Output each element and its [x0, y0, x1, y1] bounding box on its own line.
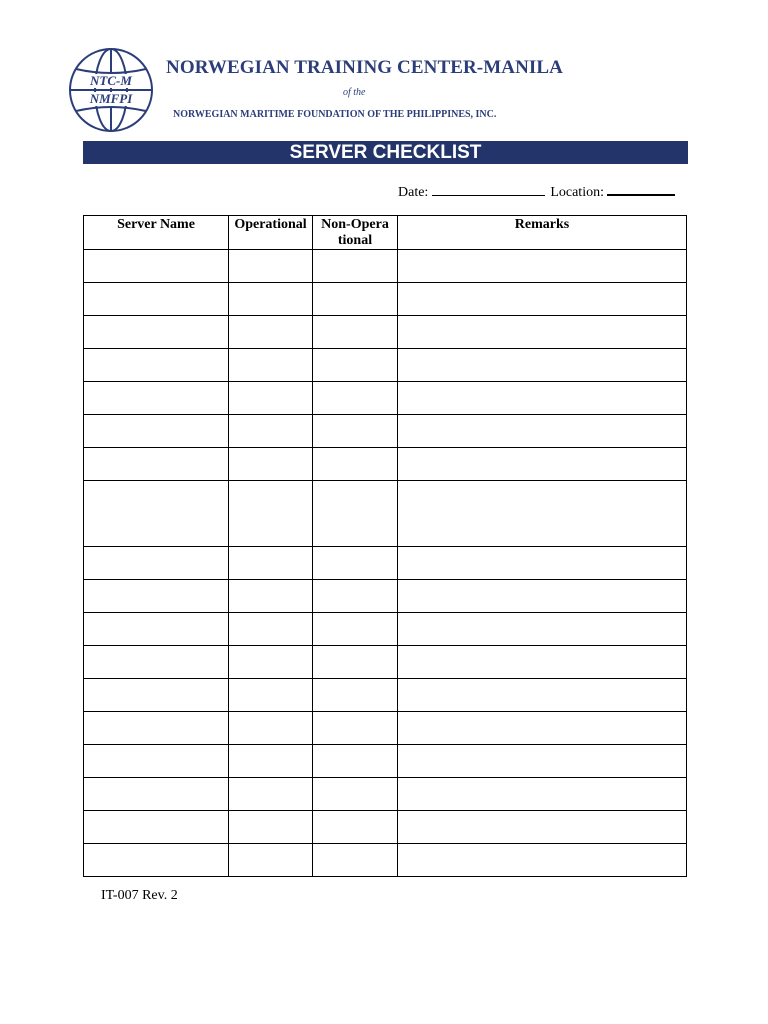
operational-cell[interactable] [229, 448, 313, 481]
server-name-cell[interactable] [84, 415, 229, 448]
non-operational-cell[interactable] [313, 250, 398, 283]
column-header-non-operational-text: Non-Operational [321, 217, 389, 248]
remarks-cell[interactable] [398, 250, 687, 283]
non-operational-cell[interactable] [313, 283, 398, 316]
non-operational-cell[interactable] [313, 316, 398, 349]
server-checklist-table [83, 215, 687, 877]
column-header-non-operational [313, 216, 398, 250]
server-name-cell[interactable] [84, 679, 229, 712]
table-row [84, 415, 687, 448]
operational-cell[interactable] [229, 580, 313, 613]
table-row [84, 481, 687, 547]
remarks-cell[interactable] [398, 547, 687, 580]
operational-cell[interactable] [229, 745, 313, 778]
remarks-cell[interactable] [398, 415, 687, 448]
non-operational-cell[interactable] [313, 580, 398, 613]
operational-cell[interactable] [229, 316, 313, 349]
operational-cell[interactable] [229, 679, 313, 712]
operational-cell[interactable] [229, 349, 313, 382]
server-name-cell[interactable] [84, 547, 229, 580]
operational-cell[interactable] [229, 712, 313, 745]
server-name-cell[interactable] [84, 316, 229, 349]
non-operational-cell[interactable] [313, 811, 398, 844]
date-label: Date: [398, 185, 429, 200]
column-header-operational: Operational [229, 216, 313, 250]
non-operational-cell[interactable] [313, 646, 398, 679]
table-row [84, 547, 687, 580]
non-operational-cell[interactable] [313, 415, 398, 448]
server-name-cell[interactable] [84, 481, 229, 547]
remarks-cell[interactable] [398, 811, 687, 844]
remarks-cell[interactable] [398, 580, 687, 613]
remarks-cell[interactable] [398, 745, 687, 778]
table-row [84, 811, 687, 844]
server-name-cell[interactable] [84, 712, 229, 745]
of-the-label: of the [343, 87, 366, 98]
ntcm-globe-logo [68, 47, 154, 133]
remarks-cell[interactable] [398, 283, 687, 316]
non-operational-cell[interactable] [313, 481, 398, 547]
server-name-cell[interactable] [84, 811, 229, 844]
column-header-server-name: Server Name [84, 216, 229, 250]
non-operational-cell[interactable] [313, 448, 398, 481]
server-name-cell[interactable] [84, 844, 229, 877]
remarks-cell[interactable] [398, 613, 687, 646]
organization-name: NORWEGIAN TRAINING CENTER-MANILA [166, 57, 563, 78]
remarks-cell[interactable] [398, 481, 687, 547]
table-row [84, 679, 687, 712]
table-row [84, 448, 687, 481]
form-title: SERVER CHECKLIST [83, 141, 688, 164]
operational-cell[interactable] [229, 778, 313, 811]
table-row [84, 844, 687, 877]
table-row [84, 646, 687, 679]
remarks-cell[interactable] [398, 712, 687, 745]
remarks-cell[interactable] [398, 316, 687, 349]
operational-cell[interactable] [229, 844, 313, 877]
column-header-remarks: Remarks [398, 216, 687, 250]
non-operational-cell[interactable] [313, 613, 398, 646]
server-name-cell[interactable] [84, 778, 229, 811]
table-row [84, 250, 687, 283]
remarks-cell[interactable] [398, 646, 687, 679]
server-name-cell[interactable] [84, 250, 229, 283]
server-name-cell[interactable] [84, 745, 229, 778]
operational-cell[interactable] [229, 415, 313, 448]
operational-cell[interactable] [229, 382, 313, 415]
operational-cell[interactable] [229, 646, 313, 679]
location-field[interactable] [607, 182, 675, 196]
remarks-cell[interactable] [398, 382, 687, 415]
location-label: Location: [550, 185, 604, 200]
table-row [84, 316, 687, 349]
remarks-cell[interactable] [398, 679, 687, 712]
logo-bottom-text: NMFPI [89, 91, 133, 106]
table-row [84, 778, 687, 811]
remarks-cell[interactable] [398, 448, 687, 481]
operational-cell[interactable] [229, 811, 313, 844]
date-field[interactable] [432, 183, 545, 196]
server-name-cell[interactable] [84, 349, 229, 382]
server-name-cell[interactable] [84, 580, 229, 613]
table-row [84, 382, 687, 415]
table-row [84, 712, 687, 745]
logo-top-text: NTC-M [90, 73, 132, 88]
non-operational-cell[interactable] [313, 745, 398, 778]
operational-cell[interactable] [229, 250, 313, 283]
table-row [84, 613, 687, 646]
non-operational-cell[interactable] [313, 349, 398, 382]
date-location-line [398, 182, 675, 201]
parent-organization-name: NORWEGIAN MARITIME FOUNDATION OF THE PHILIPPINES, INC. [173, 109, 497, 120]
non-operational-cell[interactable] [313, 712, 398, 745]
server-name-cell[interactable] [84, 646, 229, 679]
table-row [84, 580, 687, 613]
table-row [84, 745, 687, 778]
table-row [84, 349, 687, 382]
operational-cell[interactable] [229, 481, 313, 547]
remarks-cell[interactable] [398, 778, 687, 811]
remarks-cell[interactable] [398, 844, 687, 877]
non-operational-cell[interactable] [313, 382, 398, 415]
operational-cell[interactable] [229, 547, 313, 580]
non-operational-cell[interactable] [313, 844, 398, 877]
operational-cell[interactable] [229, 283, 313, 316]
server-name-cell[interactable] [84, 283, 229, 316]
non-operational-cell[interactable] [313, 679, 398, 712]
remarks-cell[interactable] [398, 349, 687, 382]
form-code: IT-007 Rev. 2 [101, 888, 178, 903]
server-name-cell[interactable] [84, 382, 229, 415]
non-operational-cell[interactable] [313, 547, 398, 580]
server-name-cell[interactable] [84, 448, 229, 481]
server-name-cell[interactable] [84, 613, 229, 646]
operational-cell[interactable] [229, 613, 313, 646]
table-header-row [84, 216, 687, 250]
non-operational-cell[interactable] [313, 778, 398, 811]
table-row [84, 283, 687, 316]
